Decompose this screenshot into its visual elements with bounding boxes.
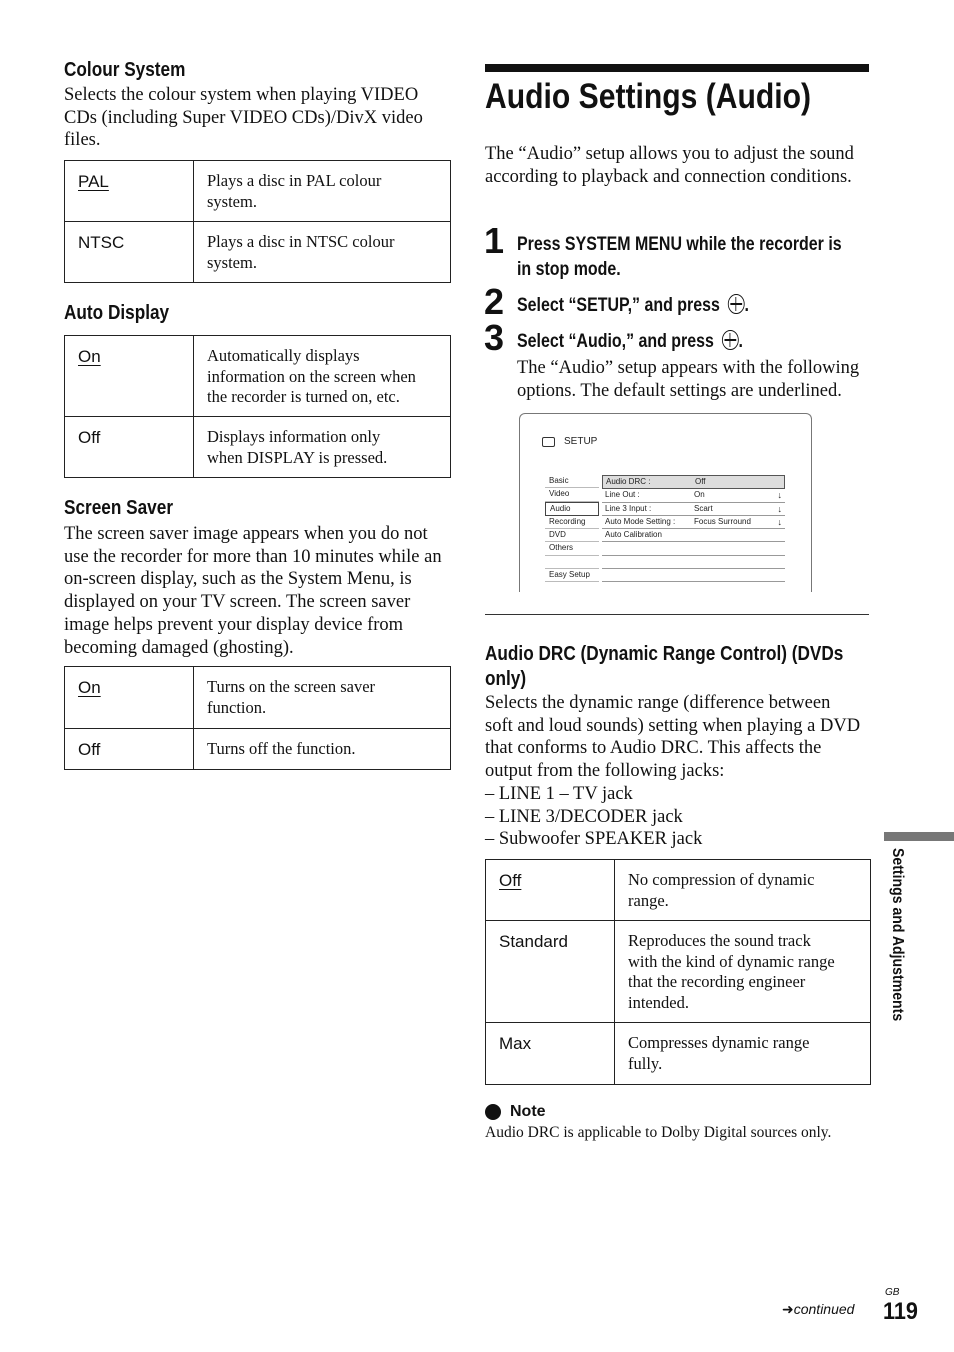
option-key: Off	[65, 729, 194, 770]
option-key: On	[65, 336, 194, 417]
jack-item: – LINE 3/DECODER jack	[485, 806, 683, 827]
region-code: GB	[885, 1287, 900, 1298]
option-desc: Compresses dynamic range fully.	[615, 1023, 871, 1085]
side-tab-label: Settings and Adjustments	[889, 848, 906, 1022]
step-2-text: Select “SETUP,” and press .	[517, 295, 749, 316]
desc-line: files.	[64, 130, 101, 151]
option-key: On	[65, 667, 194, 729]
screen-title: SETUP	[564, 436, 598, 447]
colour-system-desc	[64, 84, 454, 152]
jack-item: – LINE 1 – TV jack	[485, 783, 633, 804]
arrow-down-icon: ↓	[777, 516, 782, 527]
table-row	[65, 729, 451, 770]
toolbox-icon	[542, 437, 555, 447]
menu-item	[545, 556, 599, 569]
intro-text	[485, 143, 875, 188]
table-row	[65, 667, 451, 729]
option-key: Off	[486, 860, 615, 921]
option-desc: Reproduces the sound track with the kind of dynamic range that the recording engineer intended.	[615, 921, 871, 1023]
side-tab-marker	[884, 832, 954, 841]
page-title: Audio Settings (Audio)	[485, 77, 812, 116]
menu-item[interactable]: Recording	[545, 516, 599, 529]
arrow-down-icon: ↓	[777, 490, 782, 501]
jack-item: – Subwoofer SPEAKER jack	[485, 829, 703, 850]
step-number: 2	[484, 281, 505, 322]
option-row[interactable]: Audio DRC : Off	[602, 475, 785, 489]
step-3-detail	[517, 357, 877, 402]
option-row[interactable]: Auto Mode Setting : Focus Surround ↓	[602, 516, 785, 529]
desc-line: The screen saver image appears when you do not	[64, 524, 428, 544]
enter-button-icon	[728, 294, 745, 314]
option-row	[602, 569, 785, 582]
menu-item[interactable]: Basic	[545, 475, 599, 488]
detail-line: options. The default settings are underlined.	[517, 380, 842, 401]
table-row	[486, 921, 871, 1023]
step-number: 1	[484, 220, 505, 261]
option-row[interactable]: Line Out : On ↓	[602, 489, 785, 502]
detail-line: The “Audio” setup appears with the following	[517, 358, 860, 378]
option-row[interactable]: Auto Calibration	[602, 529, 785, 542]
option-desc: Plays a disc in NTSC colour system.	[194, 222, 451, 283]
colour-system-table	[64, 160, 451, 283]
option-key: PAL	[65, 161, 194, 222]
option-desc: No compression of dynamic range.	[615, 860, 871, 921]
auto-display-table	[64, 335, 451, 478]
title-rule	[485, 64, 869, 72]
setup-screen	[519, 413, 812, 592]
audio-drc-desc	[485, 692, 875, 851]
section-divider	[485, 614, 869, 615]
setup-menu	[545, 475, 599, 582]
table-row	[65, 161, 451, 222]
colour-system-heading: Colour System	[64, 59, 186, 81]
intro-line: according to playback and connection conditions.	[485, 166, 852, 187]
desc-line: displayed on your TV screen. The screen saver	[64, 592, 411, 613]
note-heading: Note	[485, 1103, 546, 1121]
option-desc: Turns off the function.	[194, 729, 451, 770]
option-row[interactable]: Line 3 Input : Scart ↓	[602, 503, 785, 516]
screen-saver-desc	[64, 523, 459, 659]
setup-options	[602, 475, 785, 582]
option-desc: Automatically displays information on the screen when the recorder is turned on, etc.	[194, 336, 451, 417]
option-key: Standard	[486, 921, 615, 1023]
table-row	[65, 336, 451, 417]
screen-saver-heading: Screen Saver	[64, 497, 174, 519]
desc-line: use the recorder for more than 10 minutes while an	[64, 546, 442, 567]
menu-item[interactable]: Video	[545, 488, 599, 501]
table-row	[65, 222, 451, 283]
screen-saver-table	[64, 666, 451, 770]
menu-item[interactable]: Easy Setup	[545, 569, 599, 582]
step-3-text: Select “Audio,” and press .	[517, 331, 743, 352]
option-row	[602, 542, 785, 555]
note-text: Audio DRC is applicable to Dolby Digital sources only.	[485, 1124, 832, 1141]
option-key: NTSC	[65, 222, 194, 283]
desc-line: that conforms to Audio DRC. This affects the	[485, 738, 822, 759]
option-desc: Plays a disc in PAL colour system.	[194, 161, 451, 222]
audio-drc-heading: Audio DRC (Dynamic Range Control) (DVDs only)	[485, 643, 844, 690]
continued-label: ➜continued	[782, 1301, 855, 1317]
step-number: 3	[484, 317, 505, 358]
menu-item[interactable]: Others	[545, 542, 599, 555]
desc-line: CDs (including Super VIDEO CDs)/DivX video	[64, 107, 423, 128]
desc-line: on-screen display, such as the System Menu, is	[64, 569, 412, 590]
step-1-text: Press SYSTEM MENU while the recorder is in stop mode.	[517, 234, 842, 280]
table-row	[486, 1023, 871, 1085]
arrow-down-icon: ↓	[777, 503, 782, 514]
audio-drc-table	[485, 859, 871, 1085]
page-number: 119	[883, 1298, 918, 1325]
intro-line: The “Audio” setup allows you to adjust the sound	[485, 144, 854, 164]
desc-line: image helps prevent your display device from	[64, 614, 404, 635]
table-row	[65, 417, 451, 478]
note-icon	[485, 1104, 501, 1120]
option-key: Off	[65, 417, 194, 478]
desc-line: Selects the colour system when playing VIDEO	[64, 85, 419, 105]
option-row	[602, 556, 785, 569]
desc-line: soft and loud sounds) setting when playing a DVD	[485, 715, 861, 736]
table-row	[486, 860, 871, 921]
option-key: Max	[486, 1023, 615, 1085]
desc-line: becoming damaged (ghosting).	[64, 637, 294, 658]
option-desc: Displays information only when DISPLAY is pressed.	[194, 417, 451, 478]
enter-button-icon	[722, 330, 739, 350]
menu-item[interactable]: DVD	[545, 529, 599, 542]
arrow-right-icon: ➜	[782, 1301, 794, 1317]
menu-item-selected[interactable]: Audio	[545, 502, 599, 516]
auto-display-heading: Auto Display	[64, 302, 170, 324]
option-desc: Turns on the screen saver function.	[194, 667, 451, 729]
desc-line: output from the following jacks:	[485, 761, 725, 782]
desc-line: Selects the dynamic range (difference between	[485, 693, 831, 713]
